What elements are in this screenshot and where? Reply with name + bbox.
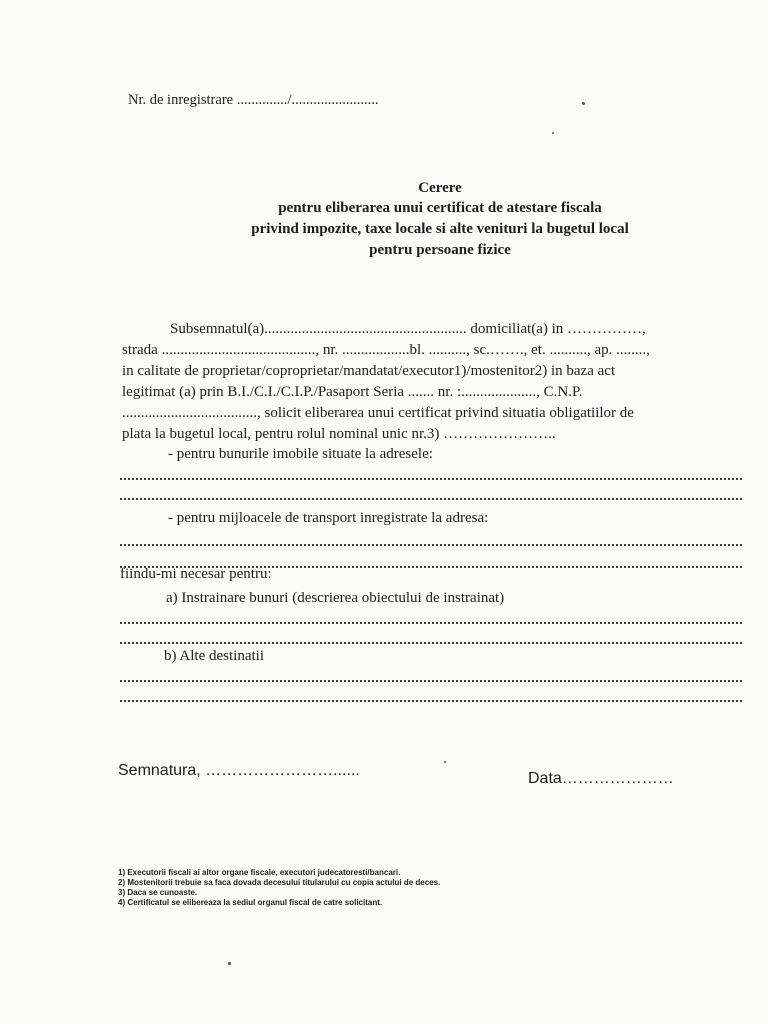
id-document-line: legitimat (a) prin B.I./C.I./C.I.P./Pasaport Seria ....... nr. :...................., C.N.P. [122, 384, 583, 400]
purpose-label: fiindu-mi necesar pentru: [120, 566, 272, 582]
request-line: ...................................., solicit eliberarea unui certificat privind situatia obligatiilor de [122, 405, 634, 421]
registration-number: Nr. de inregistrare ............../........................ [128, 92, 379, 108]
role-number-line: plata la bugetul local, pentru rolul nominal unic nr.3) ………………….. [122, 426, 556, 442]
signature-label: Semnatura, ……………………...... [118, 762, 360, 779]
immobile-address-line-1 [120, 478, 742, 481]
transport-vehicles-label: - pentru mijloacele de transport inregistrate la adresa: [168, 510, 489, 526]
scan-speck [444, 761, 446, 763]
date-label: Data………………… [528, 770, 674, 787]
footnote-3: 3) Daca se cunoaste. [118, 888, 198, 897]
option-a-label: a) Instrainare bunuri (descrierea obiectului de instrainat) [166, 590, 505, 606]
option-b-line-2 [120, 700, 742, 703]
form-title-line-4: pentru persoane fizice [369, 242, 511, 258]
capacity-line: in calitate de proprietar/coproprietar/mandatat/executor1)/mostenitor2) in baza act [122, 363, 616, 379]
option-a-line-1 [120, 622, 742, 625]
scan-speck [582, 102, 585, 105]
immobile-address-line-2 [120, 498, 742, 501]
address-line: strada ........................................., nr. ..................bl. .........., sc.……., et. .........., ap. ........, [122, 342, 650, 358]
option-b-label: b) Alte destinatii [164, 648, 264, 664]
form-title: Cerere [418, 180, 462, 196]
option-b-line-1 [120, 680, 742, 683]
form-title-line-3: privind impozite, taxe locale si alte venituri la bugetul local [251, 221, 629, 237]
option-a-line-2 [120, 642, 742, 645]
scan-speck [552, 132, 554, 134]
footnote-4: 4) Certificatul se elibereaza la sediul organul fiscal de catre solicitant. [118, 898, 383, 907]
footnote-2: 2) Mostenitorii trebuie sa faca dovada decesului titularului cu copia actului de deces. [118, 878, 441, 887]
immobile-properties-label: - pentru bunurile imobile situate la adresele: [168, 446, 433, 462]
footnote-1: 1) Executorii fiscali ai altor organe fiscale, executori judecatoresti/bancari. [118, 868, 401, 877]
applicant-name-line: Subsemnatul(a)...................................................... domiciliat(a) in ……………, [170, 321, 646, 337]
transport-address-line-1 [120, 544, 742, 547]
form-title-line-2: pentru eliberarea unui certificat de atestare fiscala [278, 200, 602, 216]
scan-speck [228, 962, 231, 965]
